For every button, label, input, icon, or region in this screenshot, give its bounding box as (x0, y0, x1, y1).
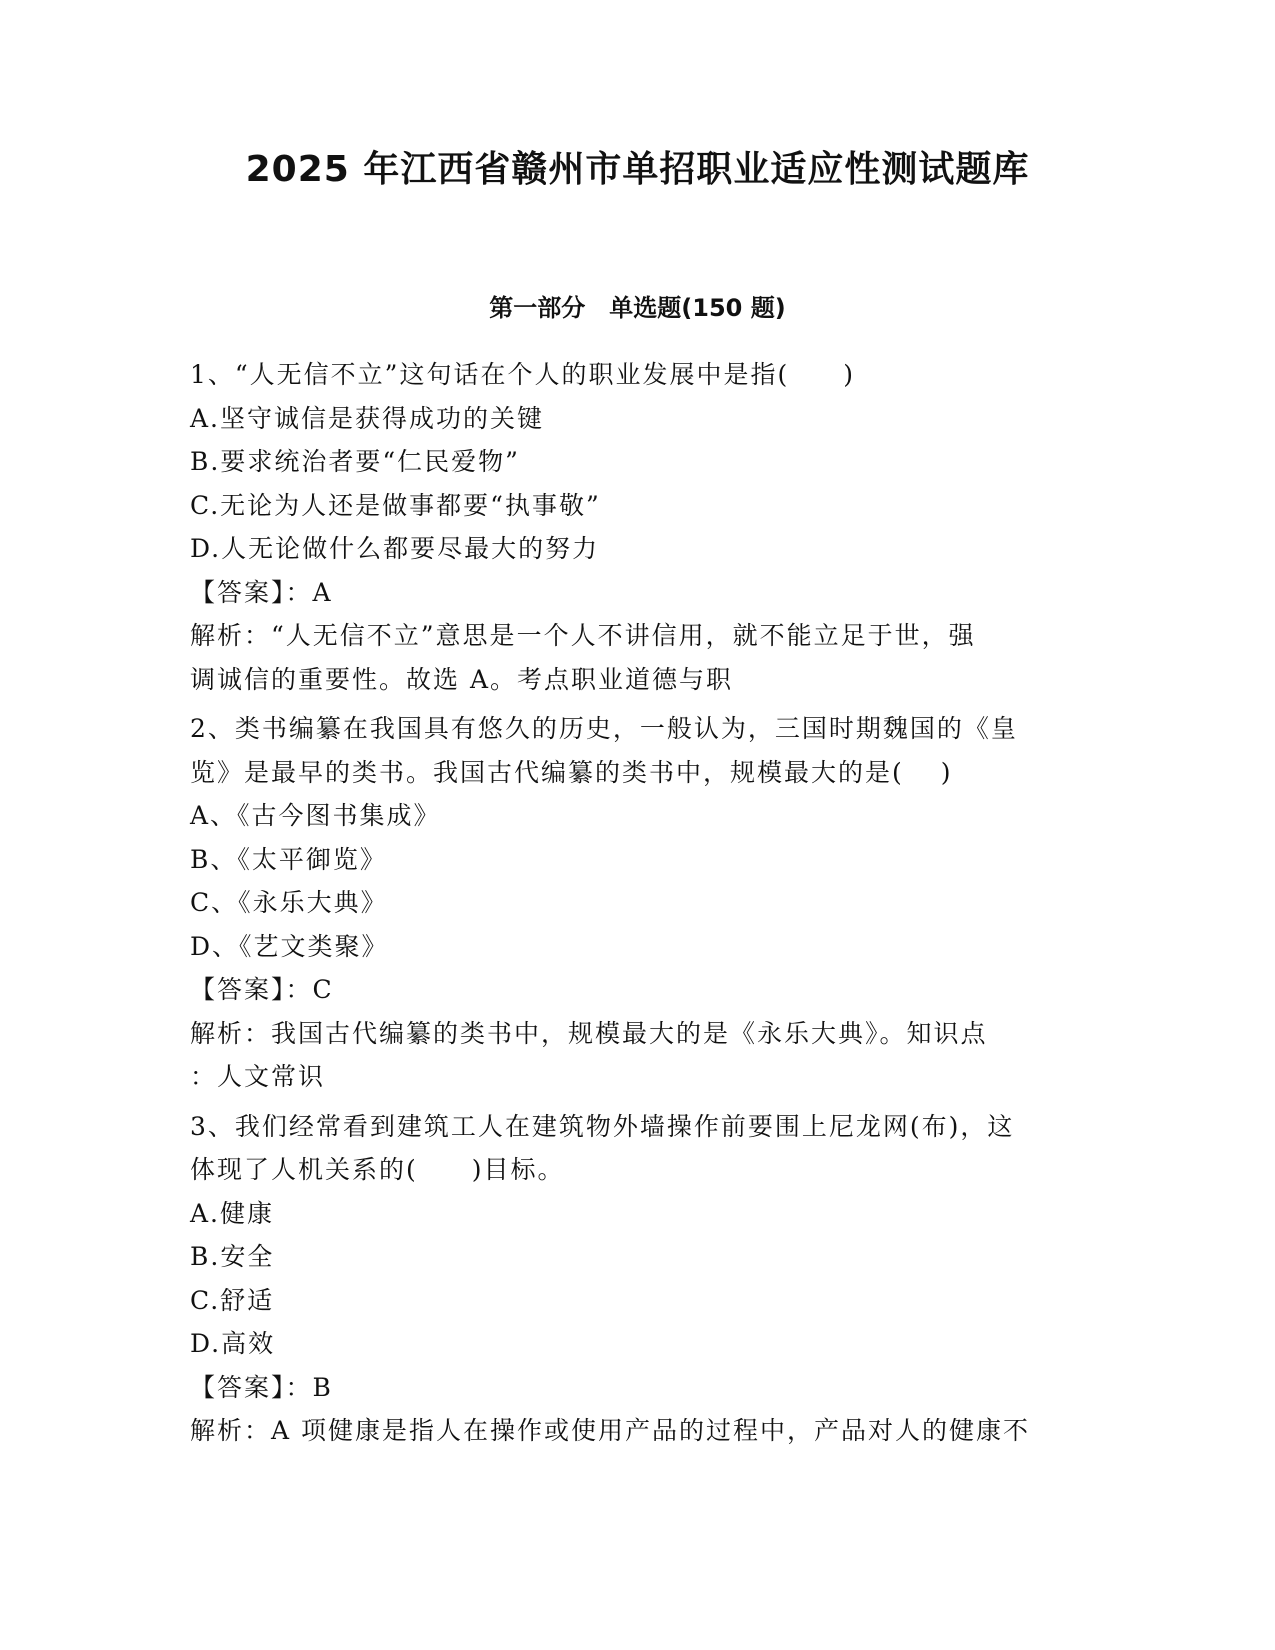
explanation-line: 解析：我国古代编纂的类书中，规模最大的是《永乐大典》。知识点 (190, 1018, 988, 1048)
option-a: A、《古今图书集成》 (190, 801, 441, 830)
document-title: 2025 年江西省赣州市单招职业适应性测试题库 (245, 149, 1030, 190)
question-stem: 览》是最早的类书。我国古代编纂的类书中，规模最大的是( ) (190, 757, 953, 787)
question-stem: 2、类书编纂在我国具有悠久的历史，一般认为，三国时期魏国的《皇 (190, 714, 1018, 743)
question-stem: 体现了人机关系的( )目标。 (190, 1155, 565, 1184)
explanation-line: 解析：“人无信不立”意思是一个人不讲信用，就不能立足于世，强 (190, 621, 976, 650)
question-1 (190, 353, 1090, 701)
option-d: D.人无论做什么都要尽最大的努力 (190, 534, 600, 563)
option-b: B、《太平御览》 (190, 844, 387, 874)
option-a: A.健康 (190, 1198, 275, 1228)
option-b: B.安全 (190, 1242, 275, 1271)
option-d: D、《艺文类聚》 (190, 931, 389, 961)
question-list (190, 353, 1090, 1453)
answer-line: 【答案】：C (190, 975, 334, 1004)
explanation-line: ：人文常识 (190, 1062, 326, 1091)
answer-line: 【答案】：A (190, 577, 333, 607)
section-heading: 第一部分 单选题(150 题) (489, 294, 786, 322)
option-c: C.无论为人还是做事都要“执事敬” (190, 490, 601, 520)
question-stem: 3、我们经常看到建筑工人在建筑物外墙操作前要围上尼龙网(布)，这 (190, 1111, 1015, 1141)
question-3 (190, 1105, 1090, 1453)
explanation-line: 调诚信的重要性。故选 A。考点职业道德与职 (190, 664, 734, 694)
option-d: D.高效 (190, 1329, 276, 1358)
option-b: B.要求统治者要“仁民爱物” (190, 447, 520, 476)
question-stem: 1、“人无信不立”这句话在个人的职业发展中是指( ) (190, 360, 855, 389)
explanation-line: 解析：A 项健康是指人在操作或使用产品的过程中，产品对人的健康不 (190, 1416, 1031, 1445)
option-a: A.坚守诚信是获得成功的关键 (190, 403, 545, 433)
option-c: C、《永乐大典》 (190, 888, 388, 917)
question-2 (190, 707, 1090, 1099)
answer-line: 【答案】：B (190, 1372, 333, 1402)
option-c: C.舒适 (190, 1285, 275, 1315)
